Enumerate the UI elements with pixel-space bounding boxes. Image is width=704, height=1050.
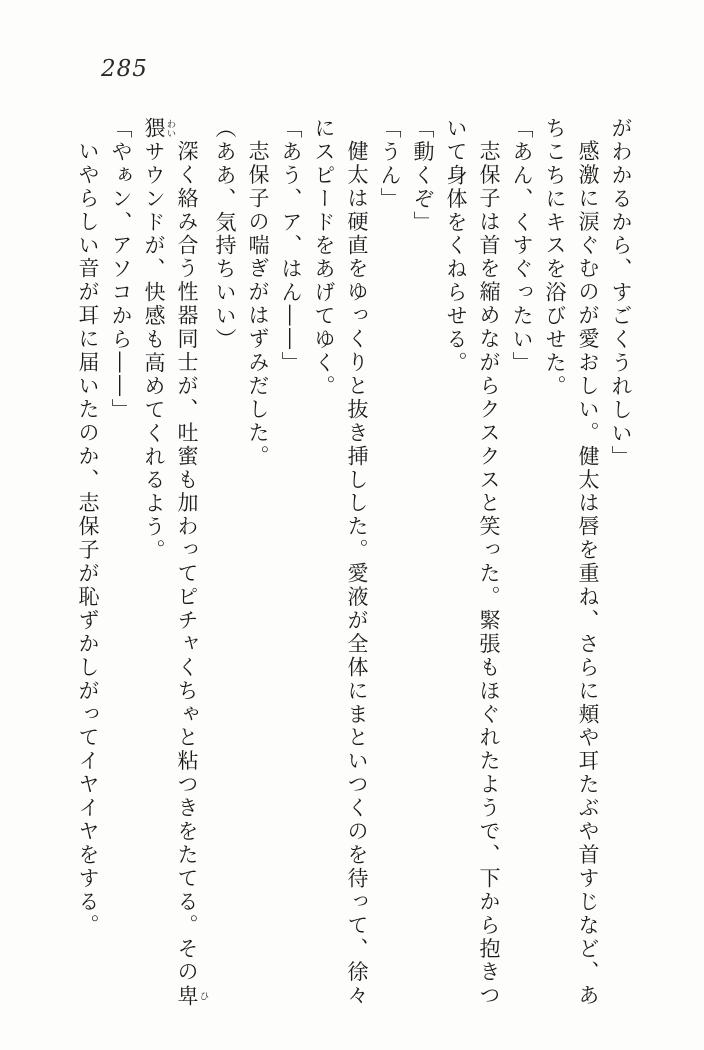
paragraph: いやらしい音が耳に届いたのか、志保子が恥ずかしがってイヤイヤをする。 xyxy=(76,140,100,938)
paragraph: 健太は硬直をゆっくりと抜き挿しした。愛液が全体にまといつくのを待って、徐々にスピードをあげてゆく。 xyxy=(312,117,369,1009)
paragraph: 感激に涙ぐむのが愛おしい。健太は唇を重ね、さらに頬や耳たぶや首すじなど、あちこちにキスを浴びせた。 xyxy=(543,117,600,1009)
paragraph: 志保子の喘ぎがはずみだした。 xyxy=(246,140,270,469)
paragraph: 志保子は首を縮めながらクスクスと笑った。緊張もほぐれたようで、下から抱きついて身体をくねらせる。 xyxy=(444,117,501,1009)
page-number: 285 xyxy=(101,56,148,82)
furigana-reading: わい xyxy=(164,117,176,141)
paragraph: 「あう、ア、はん――」 xyxy=(279,117,303,375)
paragraph: がわかるから、すごくうれしい」 xyxy=(609,117,633,469)
paragraph: 「やぁン、アソコから――」 xyxy=(109,117,133,422)
paragraph: 「あん、くすぐったい」 xyxy=(510,117,534,375)
paragraph: （ああ、気持ちいい） xyxy=(213,117,237,352)
paragraph: 深く絡み合う性器同士が、吐蜜も加わってピチャくちゃと粘つきをたてる。その卑ひ猥わいサウンドが、快感も高めてくれるよう。 xyxy=(142,117,209,1009)
body-text xyxy=(76,117,637,1011)
furigana-base: 猥わい xyxy=(142,117,176,141)
furigana-base: 卑ひ xyxy=(175,984,209,1009)
furigana-reading: ひ xyxy=(197,984,209,1009)
paragraph: 「うん」 xyxy=(378,117,402,211)
paragraph: 「動くぞ」 xyxy=(411,117,435,235)
